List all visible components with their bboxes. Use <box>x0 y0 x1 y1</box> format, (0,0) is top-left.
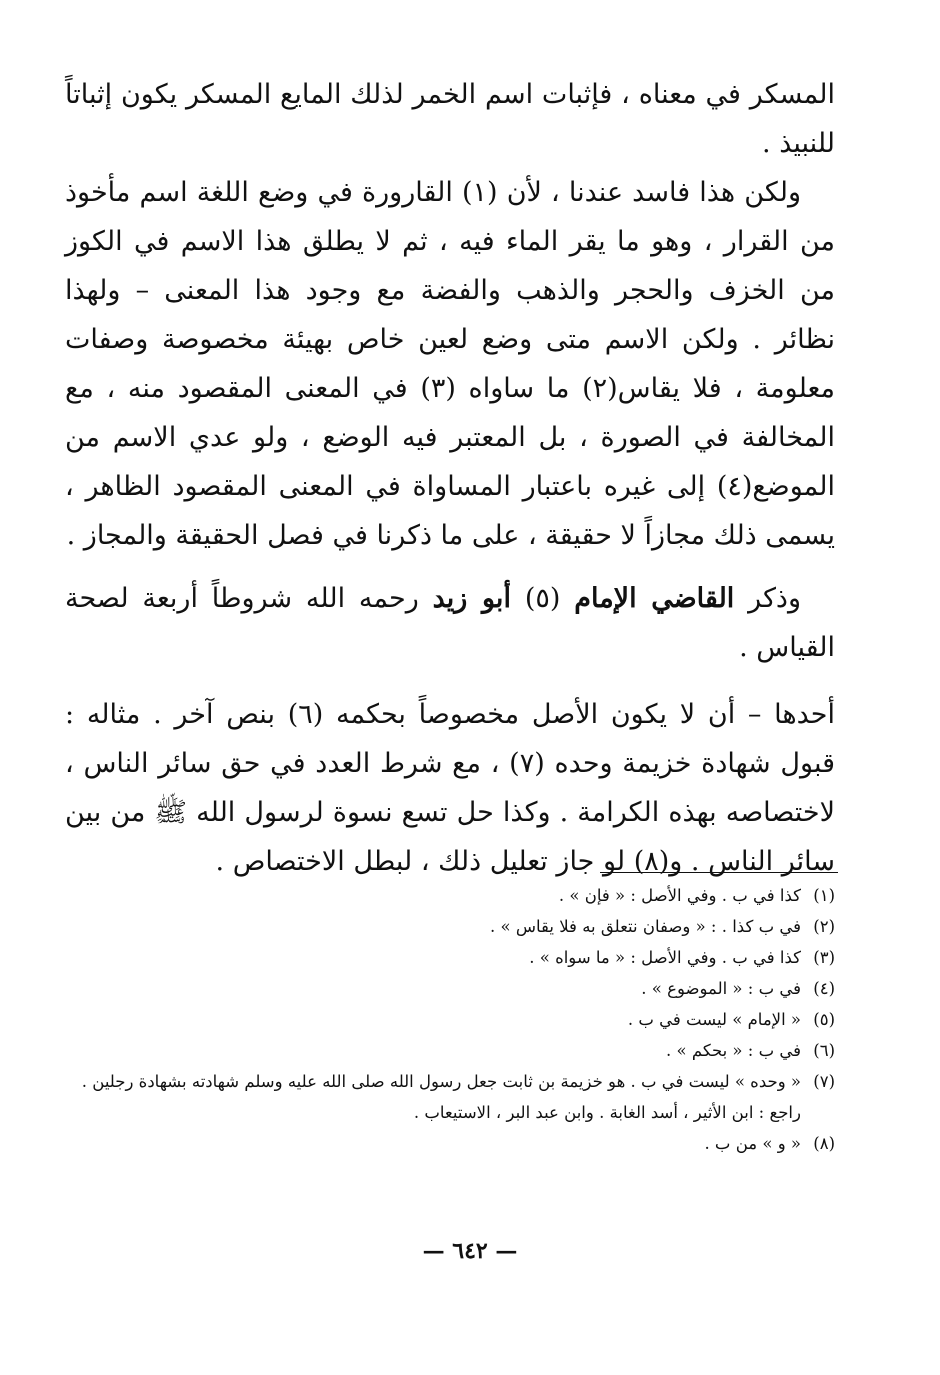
paragraph-4: أحدها – أن لا يكون الأصل مخصوصاً بحكمه (٦) بنص آخر . مثاله : قبول شهادة خزيمة وحده (٧) ، مع شرط العدد في حق سائر الناس ، لاختصاصه بهذه الكرامة . وكذا حل تسع نسوة لرسول الله ﷺ من بين سائر الناس . و(٨) لو جاز تعليل ذلك ، لبطل الاختصاص . <box>65 699 835 877</box>
footnote-7 <box>55 1066 835 1097</box>
footnote-number: (٤) <box>813 979 835 998</box>
paragraph-3-rest: رحمه الله شروطاً أربعة لصحة القياس . <box>65 583 835 663</box>
footnote-text: في ب : « بحكم » . <box>666 1041 801 1060</box>
footnote-1 <box>55 880 835 911</box>
footnote-separator <box>600 872 838 873</box>
footnote-text: كذا في ب . وفي الأصل : « فإن » . <box>558 886 801 905</box>
paragraph-3 <box>65 574 835 672</box>
footnote-text: « وحده » ليست في ب . هو خزيمة بن ثابت جعل رسول الله صلى الله عليه وسلم شهادته بشهادة رجلين . <box>81 1072 801 1091</box>
page-number: — ٦٤٢ — <box>422 1238 518 1264</box>
footnote-text: كذا في ب . وفي الأصل : « ما سواه » . <box>529 948 801 967</box>
name-abu-zayd: أبو زيد <box>432 583 511 614</box>
footnote-4 <box>55 973 835 1004</box>
footnote-3 <box>55 942 835 973</box>
footnote-text: « الإمام » ليست في ب . <box>627 1010 801 1029</box>
paragraph-2: ولكن هذا فاسد عندنا ، لأن (١) القارورة في وضع اللغة اسم مأخوذ من القرار ، وهو ما يقر الماء فيه ، ثم لا يطلق هذا الاسم في الكوز من الخزف والحجر والذهب والفضة مع وجود هذا المعنى – ولهذا نظائر . ولكن الاسم متى وضع لعين خاص بهيئة مخصوصة وصفات معلومة ، فلا يقاس(٢) ما ساواه (٣) في المعنى المقصود منه ، مع المخالفة في الصورة ، بل المعتبر فيه الوضع ، ولو عدي الاسم من الموضع(٤) إلى غيره باعتبار المساواة في المعنى المقصود الظاهر ، يسمى ذلك مجازاً لا حقيقة ، على ما ذكرنا في فصل الحقيقة والمجاز . <box>65 177 835 551</box>
footnote-6 <box>55 1035 835 1066</box>
footnote-number: (٧) <box>813 1072 835 1091</box>
footnote-8 <box>55 1128 835 1159</box>
footnote-2 <box>55 911 835 942</box>
paragraph-1: المسكر في معناه ، فإثبات اسم الخمر لذلك المايع المسكر يكون إثباتاً للنبيذ . <box>65 79 835 159</box>
footnote-number: (٣) <box>813 948 835 967</box>
footnote-number: (٢) <box>813 917 835 936</box>
footnote-text: في ب كذا . : « وصفان نتعلق به فلا يقاس » . <box>490 917 801 936</box>
paragraph-3-intro: وذكر <box>748 583 801 614</box>
footnote-text: راجع : ابن الأثير ، أسد الغابة . وابن عبد البر ، الاستيعاب . <box>413 1103 801 1122</box>
footnote-number: (١) <box>813 886 835 905</box>
footnote-ref-5: (٥) <box>524 583 561 614</box>
main-text <box>65 70 835 886</box>
footnote-number: (٥) <box>813 1010 835 1029</box>
name-qadi-imam: القاضي الإمام <box>574 583 735 614</box>
footnote-5 <box>55 1004 835 1035</box>
footnote-text: في ب : « الموضوع » . <box>641 979 801 998</box>
footnote-number: (٨) <box>813 1134 835 1153</box>
footnote-text: « و » من ب . <box>704 1134 801 1153</box>
footnote-7-continuation <box>55 1097 835 1128</box>
footnote-number: (٦) <box>813 1041 835 1060</box>
footnotes <box>55 880 835 1159</box>
